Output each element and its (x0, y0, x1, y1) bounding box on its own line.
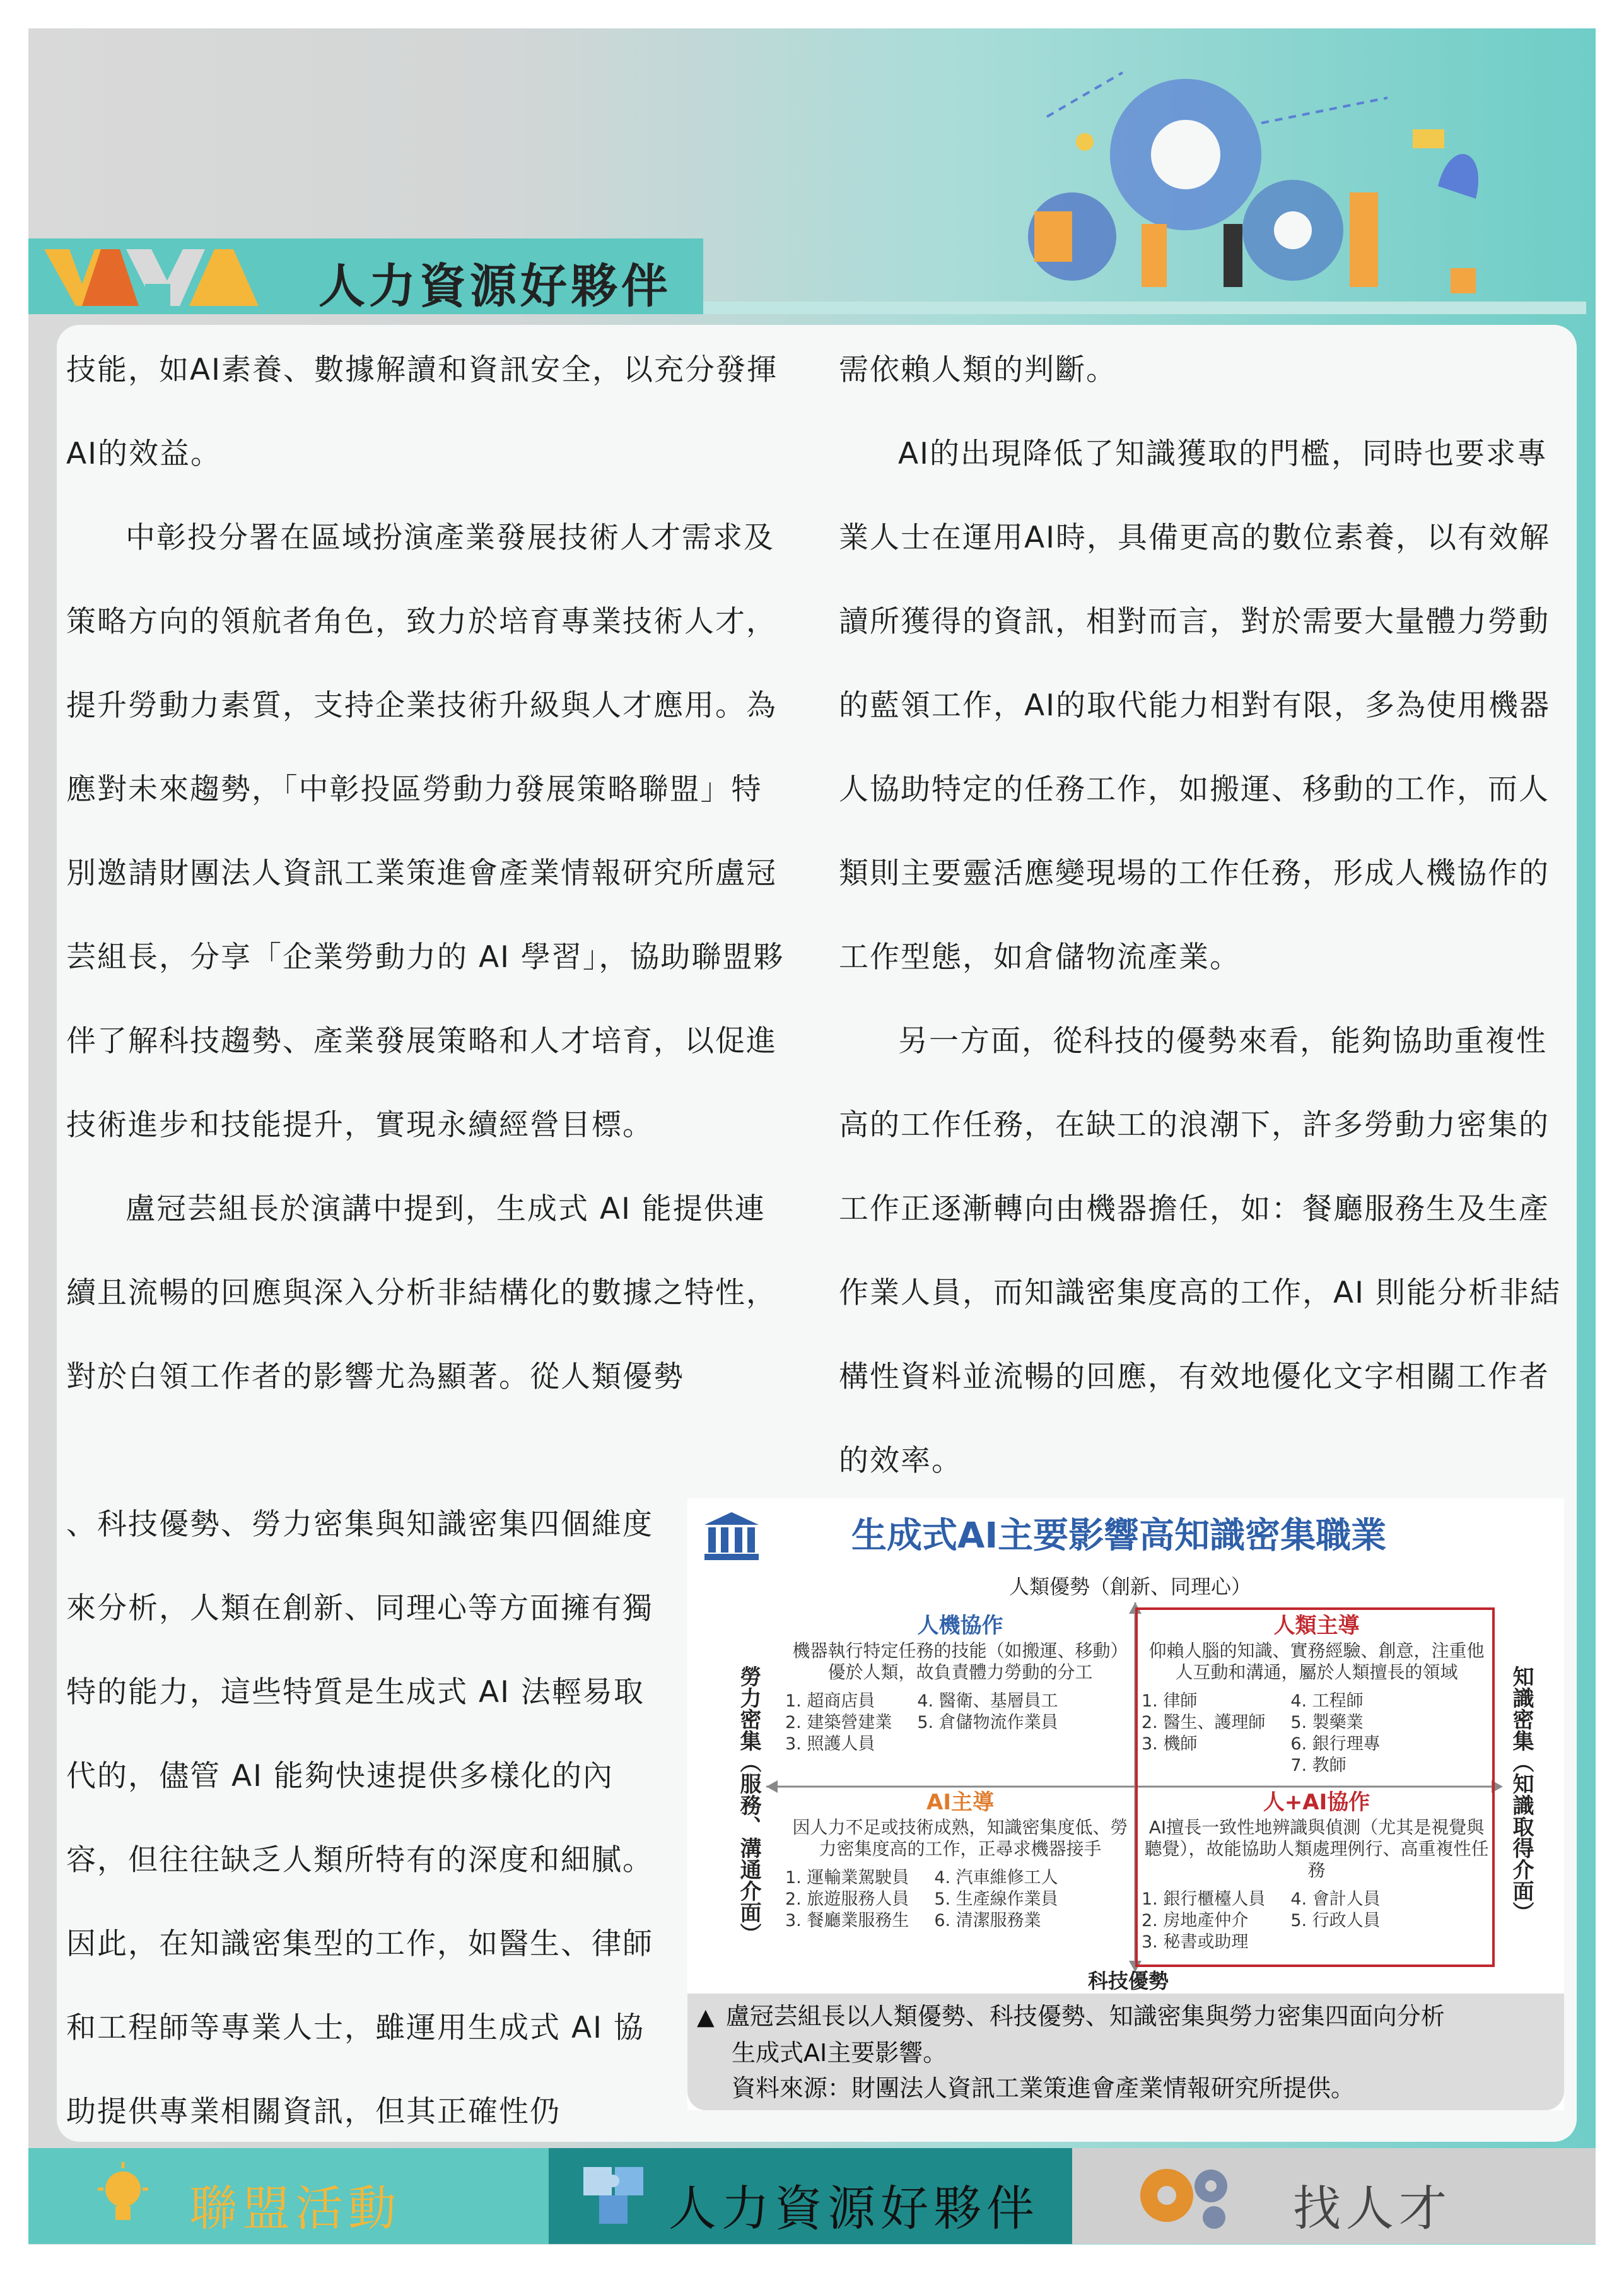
axis-label-left: 勞力密集（服務、溝通介面） (736, 1665, 761, 1944)
quadrant-title: 人機協作 (917, 1613, 1003, 1638)
paragraph: 盧冠芸組長於演講中提到，生成式 AI 能提供連續且流暢的回應與深入分析非結構化的數據之特性，對於白領工作者的影響尤為顯著。從人類優勢 (66, 1192, 777, 1394)
list-item: 2. 醫生、護理師 (1142, 1713, 1266, 1732)
tab-label: 人力資源好夥伴 (669, 2180, 1039, 2236)
lightbulb-icon (95, 2161, 151, 2230)
caption-line: 生成式AI主要影響。 (732, 2039, 947, 2067)
gears-icon (1135, 2158, 1242, 2233)
list-item: 1. 超商店員 (785, 1691, 875, 1711)
list-item: 3. 餐廳業服務生 (785, 1911, 909, 1930)
axis-label-top: 人類優勢（創新、同理心） (1009, 1575, 1252, 1599)
quadrant-description: AI擅長一致性地辨識與偵測（尤其是視覺與聽覺），故能協助人類處理例行、高重複性任務 (1144, 1817, 1489, 1881)
list-item: 2. 旅遊服務人員 (785, 1889, 909, 1909)
paragraph: 另一方面，從科技的優勢來看，能夠協助重複性高的工作任務，在缺工的浪潮下，許多勞動力密集的工作正逐漸轉向由機器擔任，如：餐廳服務生及生產作業人員，而知識密集度高的工作，AI 則能分析非結構性資料並流暢的回應，有效地優化文字相關工作者的效率。 (839, 1024, 1561, 1478)
paragraph: 、科技優勢、勞力密集與知識密集四個維度來分析，人類在創新、同理心等方面擁有獨特的能力，這些特質是生成式 AI 法輕易取代的，儘管 AI 能夠快速提供多樣化的內容，但往往缺乏人類所特有的深度和細膩。因此，在知識密集型的工作，如醫生、律師和工程師等專業人士，雖運用生成式 AI 協助提供專業相關資訊，但其正確性仍 (66, 1507, 653, 2129)
quadrant-title: 人類主導 (1273, 1613, 1360, 1638)
list-item: 2. 房地產仲介 (1142, 1911, 1249, 1930)
list-item: 4. 汽車維修工人 (934, 1868, 1058, 1888)
paragraph: 中彰投分署在區域扮演產業發展技術人才需求及策略方向的領航者角色，致力於培育專業技術人才，提升勞動力素質，支持企業技術升級與人才應用。為應對未來趨勢，「中彰投區勞動力發展策略聯盟」特別邀請財團法人資訊工業策進會產業情報研究所盧冠芸組長，分享「企業勞動力的 AI 學習」，協助聯盟夥伴了解科技趨勢、產業發展策略和人才培育，以促進技術進步和技能提升，實現永續經營目標。 (66, 520, 785, 1142)
article-right-column (839, 328, 1564, 1503)
quadrant-bottom-right (1142, 1792, 1492, 1953)
list-item: 4. 醫衛、基層員工 (917, 1691, 1058, 1711)
header-title: 人力資源好夥伴 (318, 259, 672, 314)
caption-line: 盧冠芸組長以人類優勢、科技優勢、知識密集與勞力密集四面向分析 (725, 2002, 1445, 2030)
tab-label: 聯盟活動 (189, 2180, 401, 2236)
header-divider (703, 302, 1586, 314)
axis-label-right: 知識密集（知識取得介面） (1509, 1665, 1534, 1923)
caption-source: 資料來源：財團法人資訊工業策進會產業情報研究所提供。 (732, 2074, 1355, 2102)
quadrant-bottom-left (785, 1792, 1135, 1932)
tab-label: 找人才 (1293, 2180, 1452, 2236)
article-left-column-continued (66, 1483, 675, 2154)
quadrant-description: 機器執行特定任務的技能（如搬運、移動）優於人類，故負責體力勞動的分工 (792, 1640, 1128, 1683)
axis-label-bottom: 科技優勢 (1088, 1969, 1169, 1993)
paragraph: AI的出現降低了知識獲取的門檻，同時也要求專業人士在運用AI時，具備更高的數位素養，以有效解讀所獲得的資訊，相對而言，對於需要大量體力勞動的藍領工作，AI的取代能力相對有限，多為使用機器人協助特定的任務工作，如搬運、移動的工作，而人類則主要靈活應變現場的工作任務，形成人機協作的工作型態，如倉儲物流產業。 (839, 437, 1551, 975)
article-left-column (66, 328, 785, 1419)
list-item: 2. 建築營建業 (785, 1713, 892, 1732)
list-item: 4. 工程師 (1290, 1691, 1364, 1711)
list-item: 3. 機師 (1142, 1734, 1198, 1754)
list-item: 6. 清潔服務業 (934, 1911, 1041, 1930)
list-item: 1. 律師 (1142, 1691, 1198, 1711)
paragraph: 技能，如AI素養、數據解讀和資訊安全，以充分發揮AI的效益。 (66, 353, 778, 471)
quadrant-description: 仰賴人腦的知識、實務經驗、創意，注重他人互動和溝通，屬於人類擅長的領域 (1148, 1640, 1485, 1683)
list-item: 1. 運輸業駕駛員 (785, 1868, 909, 1888)
list-item: 5. 倉儲物流作業員 (917, 1713, 1058, 1732)
paragraph: 需依賴人類的判斷。 (839, 353, 1117, 387)
list-item: 4. 會計人員 (1290, 1889, 1381, 1909)
list-item: 6. 銀行理專 (1290, 1734, 1381, 1754)
list-item: 3. 秘書或助理 (1142, 1932, 1249, 1952)
list-item: 7. 教師 (1290, 1756, 1347, 1775)
puzzle-icon (580, 2161, 656, 2230)
list-item: 1. 銀行櫃檯人員 (1142, 1889, 1266, 1909)
quadrant-title: 人+AI協作 (1263, 1790, 1370, 1815)
list-item: 5. 生產線作業員 (934, 1889, 1058, 1909)
quadrant-title: AI主導 (926, 1790, 994, 1815)
figure-caption (697, 1999, 1445, 2106)
quadrant-description: 因人力不足或技術成熟，知識密集度低、勞力密集度高的工作，正尋求機器接手 (792, 1817, 1128, 1859)
gears-team-illustration (996, 60, 1539, 312)
list-item: 5. 行政人員 (1290, 1911, 1381, 1930)
list-item: 3. 照護人員 (785, 1734, 875, 1754)
brand-logo (44, 246, 271, 309)
triangle-up-icon: ▲ (697, 2004, 715, 2030)
list-item: 5. 製藥業 (1290, 1713, 1364, 1732)
quadrant-top-right (1142, 1615, 1492, 1777)
institution-icon (703, 1511, 760, 1561)
quadrant-top-left (785, 1615, 1135, 1755)
figure-title: 生成式AI主要影響高知識密集職業 (851, 1515, 1387, 1556)
